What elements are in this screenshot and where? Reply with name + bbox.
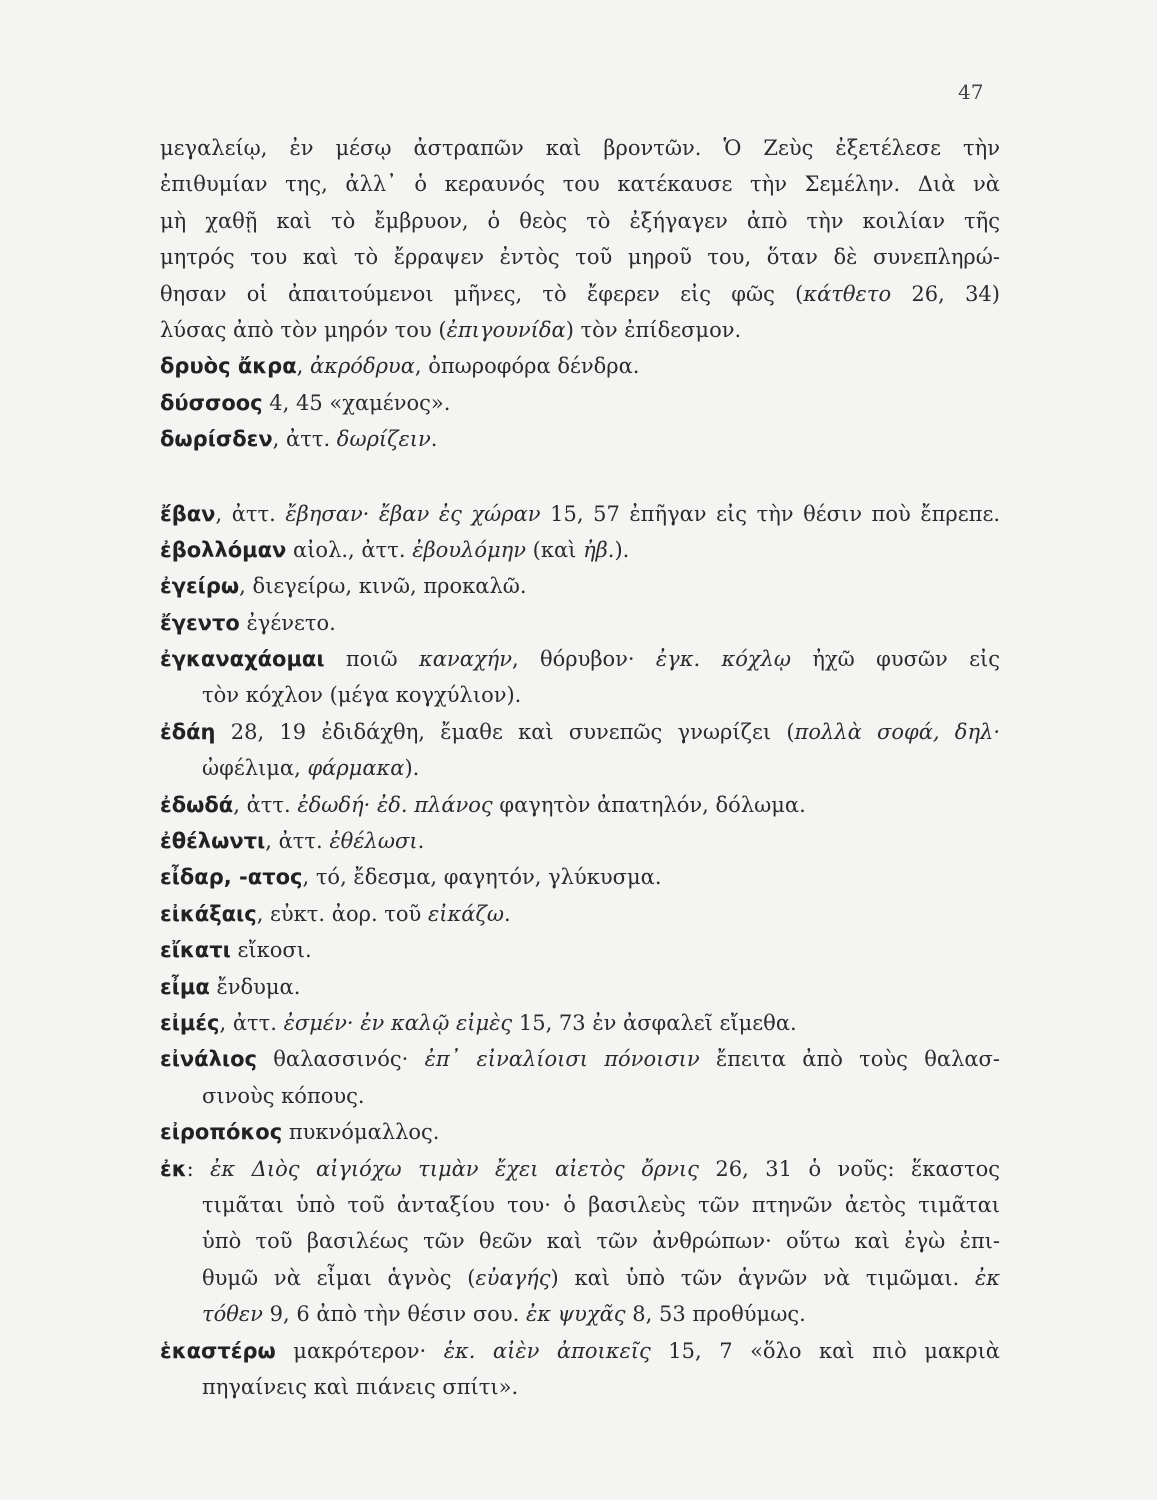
glossary-entry	[160, 1041, 1000, 1077]
text-span: θυμῶ νὰ εἶμαι ἁγνὸς (	[202, 1265, 476, 1290]
headword: ἑκαστέρω	[160, 1338, 276, 1363]
text-span: πυκνόμαλλος.	[282, 1120, 440, 1145]
glossary-entry	[160, 421, 1000, 457]
text-line	[160, 1296, 1000, 1332]
text-span: ) τὸν ἐπίδεσμον.	[565, 317, 742, 342]
glossary-entry	[160, 932, 1000, 968]
headword: δωρίσδεν	[160, 427, 273, 452]
glossary-entry	[160, 714, 1000, 750]
text-span: ,	[296, 354, 310, 379]
text-line	[160, 239, 1000, 275]
text-span: ἐγένετο.	[239, 610, 336, 635]
glossary-entry	[160, 1333, 1000, 1369]
text-span: ἔπειτα ἀπὸ τοὺς θαλασ-	[699, 1047, 1000, 1072]
headword: ἐγκαναχάομαι	[160, 647, 325, 672]
glossary-entry	[160, 641, 1000, 677]
italic-text: πολλὰ σοφά, δηλ·	[794, 719, 1001, 744]
text-span: 26, 34)	[891, 281, 1000, 306]
text-span: λύσας ἀπὸ τὸν μηρόν του (	[160, 317, 447, 342]
headword: ἐδάη	[160, 719, 216, 744]
text-span: εἴκοσι.	[230, 938, 312, 963]
text-span: 28, 19 ἐδιδάχθη, ἔμαθε καὶ συνεπῶς γνωρίζει (	[215, 719, 795, 744]
text-span: 26, 31 ὁ νοῦς: ἕκαστος	[698, 1156, 1000, 1181]
glossary-entry	[160, 823, 1000, 859]
text-span: ἔνδυμα.	[209, 974, 301, 999]
headword: εἰροπόκος	[160, 1120, 283, 1145]
italic-text: ἐκ ψυχᾶς	[525, 1302, 626, 1327]
headword: ἐβολλόμαν	[160, 537, 287, 562]
text-span: μακρότερον·	[275, 1338, 444, 1363]
italic-text: ἔβησαν· ἔβαν ἐς χώραν	[285, 501, 541, 526]
text-span: .	[417, 829, 425, 854]
text-span: αἰολ., ἀττ.	[286, 537, 413, 562]
glossary-entry	[160, 787, 1000, 823]
italic-text: ἀκρόδρυα	[310, 354, 415, 379]
glossary-entry	[160, 496, 1000, 532]
italic-text: εὐαγής	[475, 1265, 551, 1290]
text-span: (καὶ	[525, 537, 584, 562]
headword: εἰκάξαις	[160, 901, 257, 926]
text-line	[160, 1223, 1000, 1259]
text-span: 15, 7 «ὅλο καὶ πιὸ μακριὰ	[650, 1338, 1000, 1363]
text-span: ποιῶ	[324, 647, 419, 672]
italic-text: κάτθετο	[803, 281, 892, 306]
text-span: .	[503, 901, 511, 926]
glossary-entry	[160, 532, 1000, 568]
text-span: , ἀττ.	[272, 427, 337, 452]
page-number: 47	[958, 80, 984, 104]
headword: εἶμα	[160, 974, 210, 999]
glossary-entry	[160, 1114, 1000, 1150]
text-span: ).	[614, 537, 630, 562]
glossary-entry	[160, 1005, 1000, 1041]
text-span: τὸν κόχλον (μέγα κογχύλιον).	[202, 683, 522, 708]
glossary-entry	[160, 568, 1000, 604]
glossary-entry	[160, 348, 1000, 384]
italic-text: ἐδωδή· ἐδ. πλάνος	[297, 792, 493, 817]
text-line	[160, 1078, 1000, 1114]
text-span: ἠχῶ φυσῶν εἰς	[791, 647, 1001, 672]
text-span: ὠφέλιμα,	[202, 756, 308, 781]
headword: εἰμές	[160, 1010, 220, 1035]
italic-text: καναχήν	[418, 647, 512, 672]
text-span: , ὀπωροφόρα δένδρα.	[414, 354, 640, 379]
text-span: μεγαλείῳ, ἐν μέσῳ ἀστραπῶν καὶ βροντῶν. Ὁ Ζεὺς ἐξετέλεσε τὴν	[160, 136, 1000, 160]
headword: ἐδωδά	[160, 792, 234, 817]
text-span: ).	[404, 756, 420, 781]
text-line	[160, 203, 1000, 239]
italic-text: εἰκάζω	[428, 901, 504, 926]
italic-text: ἐσμέν· ἐν καλῷ εἰμὲς	[283, 1010, 513, 1035]
text-span: 8, 53 προθύμως.	[625, 1302, 806, 1327]
glossary-entry	[160, 1151, 1000, 1187]
text-span: , ἀττ.	[215, 501, 286, 526]
text-span: ὑπὸ τοῦ βασιλέως τῶν θεῶν καὶ τῶν ἀνθρώπων· οὕτω καὶ ἐγὼ ἐπι-	[202, 1229, 1000, 1254]
text-span: πηγαίνεις καὶ πιάνεις σπίτι».	[202, 1374, 519, 1399]
text-line	[160, 1187, 1000, 1223]
italic-text: ἐπ᾽ εἰναλίοισι πόνοισιν	[424, 1047, 700, 1072]
text-span: , τό, ἔδεσμα, φαγητόν, γλύκυσμα.	[302, 865, 662, 890]
headword: ἔγεντο	[160, 610, 240, 635]
text-span: 15, 73 ἐν ἀσφαλεῖ εἴμεθα.	[512, 1010, 797, 1035]
glossary-entry	[160, 605, 1000, 641]
text-span: σινοὺς κόπους.	[202, 1083, 365, 1108]
text-span: , διεγείρω, κινῶ, προκαλῶ.	[239, 574, 527, 599]
italic-text: ἐβουλόμην	[412, 537, 526, 562]
text-span: ) καὶ ὑπὸ τῶν ἁγνῶν νὰ τιμῶμαι.	[550, 1265, 975, 1290]
spacer	[160, 458, 1000, 496]
italic-text: τόθεν	[202, 1302, 263, 1327]
italic-text: ἑκ. αἰὲν ἀποικεῖς	[443, 1338, 651, 1363]
text-line	[160, 276, 1000, 312]
text-span: μὴ χαθῇ καὶ τὸ ἔμβρυον, ὁ θεὸς τὸ ἐξήγαγεν ἀπὸ τὴν κοιλίαν τῆς	[160, 208, 1000, 233]
headword: εἶδαρ, -ατος	[160, 865, 303, 890]
text-span: 4, 45 «χαμένος».	[262, 390, 451, 415]
headword: ἐγείρω	[160, 574, 240, 599]
text-line	[160, 750, 1000, 786]
glossary-entry	[160, 859, 1000, 895]
glossary-entry	[160, 385, 1000, 421]
text-span: ἐπιθυμίαν της, ἀλλ᾽ ὁ κεραυνός του κατέκαυσε τὴν Σεμέλην. Διὰ νὰ	[160, 172, 1000, 197]
text-span: μητρός του καὶ τὸ ἔρραψεν ἐντὸς τοῦ μηροῦ του, ὅταν δὲ συνεπληρώ-	[160, 245, 1000, 270]
text-span: :	[186, 1156, 211, 1181]
italic-text: ἐπιγουνίδα	[446, 317, 566, 342]
text-line	[160, 677, 1000, 713]
text-span: .	[430, 427, 438, 452]
glossary-entry	[160, 969, 1000, 1005]
glossary-entry	[160, 896, 1000, 932]
text-line	[160, 312, 1000, 348]
text-line	[160, 1260, 1000, 1296]
italic-text: ἐγκ. κόχλῳ	[655, 647, 792, 672]
italic-text: ἐκ	[974, 1265, 1000, 1290]
text-span: , ἀττ.	[233, 792, 298, 817]
headword: εἰνάλιος	[160, 1047, 257, 1072]
headword: ἐκ	[160, 1156, 187, 1181]
headword: δρυὸς ἄκρα	[160, 354, 297, 379]
italic-text: δωρίζειν	[336, 427, 431, 452]
text-span: θαλασσινός·	[256, 1047, 425, 1072]
headword: δύσσοος	[160, 390, 263, 415]
glossary-body	[160, 130, 1000, 1405]
text-line	[160, 1369, 1000, 1405]
italic-text: ἠβ.	[583, 537, 615, 562]
text-span: , εὐκτ. ἀορ. τοῦ	[256, 901, 428, 926]
text-span: , ἀττ.	[265, 829, 330, 854]
text-line	[160, 166, 1000, 202]
text-span: 9, 6 ἀπὸ τὴν θέσιν σου.	[262, 1302, 526, 1327]
text-span: φαγητὸν ἀπατηλόν, δόλωμα.	[492, 792, 806, 817]
headword: ἔβαν	[160, 501, 216, 526]
text-span: θησαν οἱ ἀπαιτούμενοι μῆνες, τὸ ἔφερεν εἰς φῶς (	[160, 281, 804, 306]
text-span: 15, 57 ἐπῆγαν εἰς τὴν θέσιν ποὺ ἔπρεπε.	[540, 501, 1000, 526]
text-span: , ἀττ.	[219, 1010, 284, 1035]
text-line	[160, 130, 1000, 166]
text-span: τιμᾶται ὑπὸ τοῦ ἀνταξίου του· ὁ βασιλεὺς τῶν πτηνῶν ἀετὸς τιμᾶται	[202, 1192, 1000, 1217]
headword: ἐθέλωντι	[160, 829, 266, 854]
italic-text: ἐθέλωσι	[329, 829, 418, 854]
text-span: , θόρυβον·	[511, 647, 656, 672]
italic-text: ἐκ Διὸς αἰγιόχω τιμὰν ἔχει αἰετὸς ὄρνις	[210, 1156, 699, 1181]
headword: εἴκατι	[160, 938, 231, 963]
italic-text: φάρμακα	[307, 756, 405, 781]
